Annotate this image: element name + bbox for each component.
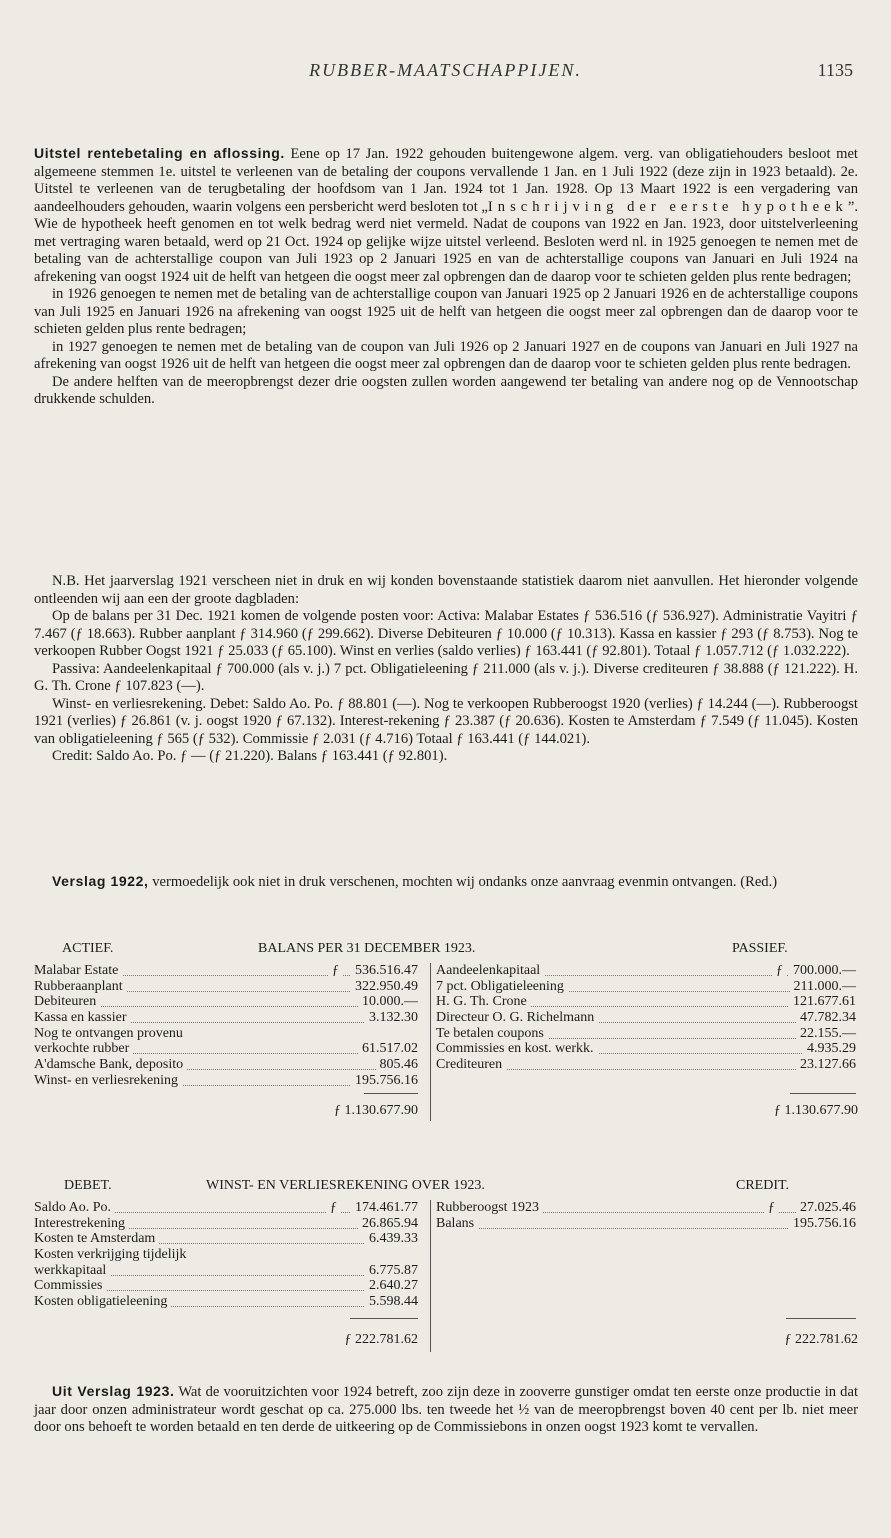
row-amount: 10.000.— [358,994,418,1010]
table-body [34,1200,858,1312]
row-label-text: Rubberaanplant [34,979,127,994]
section-lead: Verslag 1922, [52,873,149,889]
row-label-text: Kassa en kassier [34,1010,131,1025]
page-number: 1135 [817,60,853,80]
row-amount: 47.782.34 [796,1010,856,1026]
paragraph: in 1927 genoegen te nemen met de betaling van de coupon van Juli 1926 op 2 Januari 1927 en de coupons van Januari en Juli 1927 na afrekening van oogst 1926 uit de helft van hetgeen die oogst meer zal opbrengen dan de daarop voor te schieten gelden plus rente bedragen. [34,338,858,372]
paragraph [34,145,858,286]
running-title: RUBBER-MAATSCHAPPIJEN. [309,60,582,80]
row-label [34,963,122,979]
row-label-text: Commissies [34,1278,106,1293]
table-row [436,1010,856,1026]
table-row [34,1200,418,1216]
row-amount: 61.517.02 [358,1041,418,1057]
row-amount: 6.775.87 [365,1263,418,1279]
florin-sign: ƒ [773,963,786,979]
table-row [436,1026,856,1042]
row-amount: 26.865.94 [358,1216,418,1232]
paragraph-text: vermoedelijk ook niet in druk verschenen, mochten wij ondanks onze aanvraag evenmin ontvangen. (Red.) [152,874,778,890]
row-label [34,1057,187,1073]
paragraph: Passiva: Aandeelenkapitaal ƒ 700.000 (als v. j.) 7 pct. Obligatieleening ƒ 211.000 (als v. j.). Diverse crediteuren ƒ 38.888 (ƒ 121.222). H. G. Th. Crone ƒ 107.823 (—). [34,660,858,694]
row-amount: 2.640.27 [365,1278,418,1294]
table-row [34,1263,418,1279]
section-verslag-1922 [34,873,858,892]
table-row [34,1216,418,1232]
row-label-text: Kosten verkrijging tijdelijk [34,1247,190,1262]
column-divider [430,1312,431,1352]
section-verslag-1923 [34,1383,858,1437]
row-label-text: Kosten obligatieleening [34,1294,171,1309]
table-row [436,1200,856,1216]
row-label-text: Winst- en verliesrekening [34,1073,182,1088]
debet-column [34,1200,418,1310]
row-label-text: Aandeelenkapitaal [436,963,544,978]
heading-center: WINST- EN VERLIESREKENING OVER 1923. [206,1178,485,1193]
row-label-text: Crediteuren [436,1057,506,1072]
table-body [34,963,858,1089]
heading-right: CREDIT. [736,1178,790,1193]
row-label-text: Malabar Estate [34,963,122,978]
row-amount: 211.000.— [790,979,856,995]
row-label-text: Commissies en kost. werkk. [436,1041,598,1056]
paragraph: Op de balans per 31 Dec. 1921 komen de volgende posten voor: Activa: Malabar Estates ƒ 536.516 (ƒ 536.927). Administratie Vayitri ƒ 7.467 (ƒ 18.663). Rubber aanplant ƒ 314.960 (ƒ 299.662). Diverse Debiteuren ƒ 10.000 (ƒ 10.313). Kassa en kassier ƒ 293 (ƒ 8.753). Nog te verkoopen Rubber Oogst 1921 ƒ 25.033 (ƒ 65.100). Winst en verlies (saldo verlies) ƒ 163.441 (ƒ 92.801). Totaal ƒ 1.057.712 (ƒ 1.032.222). [34,608,858,659]
row-label-text: werkkapitaal [34,1263,110,1278]
row-label-text: Nog te ontvangen provenu [34,1026,187,1041]
row-label [34,1026,187,1042]
heading-right: PASSIEF. [732,941,788,956]
table-row [34,1231,418,1247]
row-label-text: H. G. Th. Crone [436,994,531,1009]
table-row [436,963,856,979]
florin-sign: ƒ [765,1200,778,1216]
table-row [34,1010,418,1026]
row-label-text: Balans [436,1216,478,1231]
credit-column [436,1200,856,1231]
row-label [436,1200,543,1216]
total-rule [786,1318,856,1319]
paragraph [34,873,858,892]
row-label [436,1216,478,1232]
paragraph: De andere helften van de meeropbrengst dezer drie oogsten zullen worden aangewend ter betaling van andere nog op de Vennootschap drukkende schulden. [34,373,858,407]
paragraph-text: Wat de vooruitzichten voor 1924 betreft, zoo zijn deze in zooverre gunstiger omdat ten eerste onze productie in dat jaar door onzen administrateur wordt geschat op ca. 275.000 lbs. ten tweede het ½ van de meeropbrengst boven 40 cent per lb. niet meer door ons behoeft te worden betaald en ten derde de uitkeering op de Commissiebons in onzen oogst 1923 komt te vervallen. [34,1384,859,1435]
row-amount: 195.756.16 [351,1073,418,1089]
row-amount: 3.132.30 [365,1010,418,1026]
total-right: ƒ 1.130.677.90 [774,1103,858,1118]
totals-row [34,1089,858,1121]
actief-column [34,963,418,1089]
section-nb [34,573,858,766]
row-label-text: verkochte rubber [34,1041,133,1056]
florin-sign: ƒ [329,963,342,979]
row-amount: 4.935.29 [803,1041,856,1057]
table-row [34,1026,418,1042]
table-row [34,1073,418,1089]
row-amount: 27.025.46 [796,1200,856,1216]
total-left: ƒ 222.781.62 [344,1332,418,1347]
spaced-text: Inschrijving der eerste hypotheek [487,198,848,215]
section-lead: Uitstel rentebetaling en aflossing. [34,145,285,161]
table-row [34,979,418,995]
row-label [34,1073,182,1089]
row-label [436,1026,548,1042]
row-label [436,963,544,979]
row-label [34,1247,190,1263]
heading-left: DEBET. [64,1178,112,1193]
heading-center: BALANS PER 31 DECEMBER 1923. [258,941,476,956]
row-label [34,1278,106,1294]
row-label-text: 7 pct. Obligatieleening [436,979,568,994]
paragraph [34,1383,858,1437]
total-rule [364,1093,418,1094]
paragraph: N.B. Het jaarverslag 1921 verscheen niet in druk en wij konden bovenstaande statistiek daarom niet aanvullen. Het hieronder volgende ontleenden wij aan een der groote dagbladen: [34,573,858,607]
table-row [436,979,856,995]
row-label [436,1041,598,1057]
paragraph: Credit: Saldo Ao. Po. ƒ — (ƒ 21.220). Balans ƒ 163.441 (ƒ 92.801). [52,748,448,764]
balance-sheet [34,941,858,1121]
paragraph: in 1926 genoegen te nemen met de betaling van de achterstallige coupon van Januari 1925 op 2 Januari 1926 en de achterstallige coupons van Juli 1925 en Januari 1926 na afrekening van oogst 1925 uit de helft van hetgeen die oogst meer zal opbrengen dan de daarop voor te schieten gelden plus rente bedragen; [34,286,858,337]
row-label-text: Interestrekening [34,1216,129,1231]
column-divider [430,1089,431,1121]
row-label-text: Directeur O. G. Richelmann [436,1010,598,1025]
row-label [34,1263,110,1279]
profit-loss-account [34,1178,858,1352]
row-label-text: A'damsche Bank, deposito [34,1057,187,1072]
table-row [34,1041,418,1057]
total-left: ƒ 1.130.677.90 [334,1103,418,1118]
table-headings [34,1178,858,1200]
row-label [34,1010,131,1026]
total-rule [790,1093,856,1094]
row-amount: 174.461.77 [351,1200,418,1216]
table-row [34,1294,418,1310]
row-label [436,994,531,1010]
row-label-text: Te betalen coupons [436,1026,548,1041]
column-divider [430,963,431,1089]
table-row [436,1216,856,1232]
row-label [34,994,100,1010]
row-amount: 5.598.44 [365,1294,418,1310]
row-label-text: Rubberoogst 1923 [436,1200,543,1215]
row-amount: 23.127.66 [796,1057,856,1073]
row-label [436,1057,506,1073]
row-label [34,1231,159,1247]
row-amount: 805.46 [376,1057,419,1073]
row-amount: 6.439.33 [365,1231,418,1247]
table-row [436,1057,856,1073]
row-label-text: Kosten te Amsterdam [34,1231,159,1246]
row-label-text: Debiteuren [34,994,100,1009]
florin-sign: ƒ [327,1200,340,1216]
row-label [436,979,568,995]
row-label [436,1010,598,1026]
table-headings [34,941,858,963]
row-amount: 536.516.47 [351,963,418,979]
section-uitstel [34,145,858,409]
table-row [34,1278,418,1294]
running-header [0,60,891,86]
row-label [34,1200,115,1216]
row-label [34,1041,133,1057]
section-lead: Uit Verslag 1923. [52,1383,175,1399]
table-row [34,1057,418,1073]
row-label [34,1294,171,1310]
row-amount: 322.950.49 [351,979,418,995]
table-row [34,994,418,1010]
table-row [34,963,418,979]
table-row [436,994,856,1010]
column-divider [430,1200,431,1312]
row-amount: 121.677.61 [789,994,856,1010]
total-rule [350,1318,418,1319]
row-amount: 195.756.16 [789,1216,856,1232]
total-right: ƒ 222.781.62 [784,1332,858,1347]
row-label [34,979,127,995]
heading-left: ACTIEF. [62,941,114,956]
row-label [34,1216,129,1232]
paragraph-text: Eene op 17 Jan. 1922 gehouden buitengewone algem. verg. van obligatiehouders besloot met algemeene stemmen 1e. uitstel te verleenen van de betaling der coupons vervallende 1 Jan. en 1 Juli 1922 (deze zijn in 1923 betaald). 2e. Uitstel te verleenen van de terugbetaling der hoofdsom van 1 Jan. 1924 tot 1 Jan. 1928. Op 13 Maart 1922 is een vergadering van aandeelhouders gehouden, waarin volgens een persbericht werd besloten tot „ [34,146,858,215]
row-label-text: Saldo Ao. Po. [34,1200,115,1215]
row-amount: 700.000.— [789,963,856,979]
table-row [436,1041,856,1057]
passief-column [436,963,856,1073]
totals-row [34,1312,858,1352]
paragraph-text: ”. Wie de hypotheek heeft genomen en tot welk bedrag werd niet vermeld. Nadat de coupons van 1922 en Jan. 1923, door uitstelverleening met vertraging waren betaald, werd op 21 Oct. 1924 op gelijke wijze uitstel verleend. Besloten werd nl. in 1925 genoegen te nemen met de betaling van de achterstallige coupon van Juli 1923 op 2 Januari 1925 en van de achterstallige coupons van Januari en Juli 1924 na afrekening van oogst 1924 uit de helft van hetgeen die oogst meer zal opbrengen dan de daarop voor te schieten gelden plus rente bedragen; [34,198,858,285]
table-row [34,1247,418,1263]
row-amount: 22.155.— [796,1026,856,1042]
paragraph: Winst- en verliesrekening. Debet: Saldo Ao. Po. ƒ 88.801 (—). Nog te verkoopen Rubberoogst 1920 (verlies) ƒ 14.244 (—). Rubberoogst 1921 (verlies) ƒ 26.861 (v. j. oogst 1920 ƒ 67.132). Interest-rekening ƒ 23.387 (ƒ 20.636). Kosten te Amsterdam ƒ 7.549 (ƒ 11.045). Kosten van obligatieleening ƒ 565 (ƒ 532). Commissie ƒ 2.031 (ƒ 4.716) Totaal ƒ 163.441 (ƒ 144.021). [34,695,858,747]
